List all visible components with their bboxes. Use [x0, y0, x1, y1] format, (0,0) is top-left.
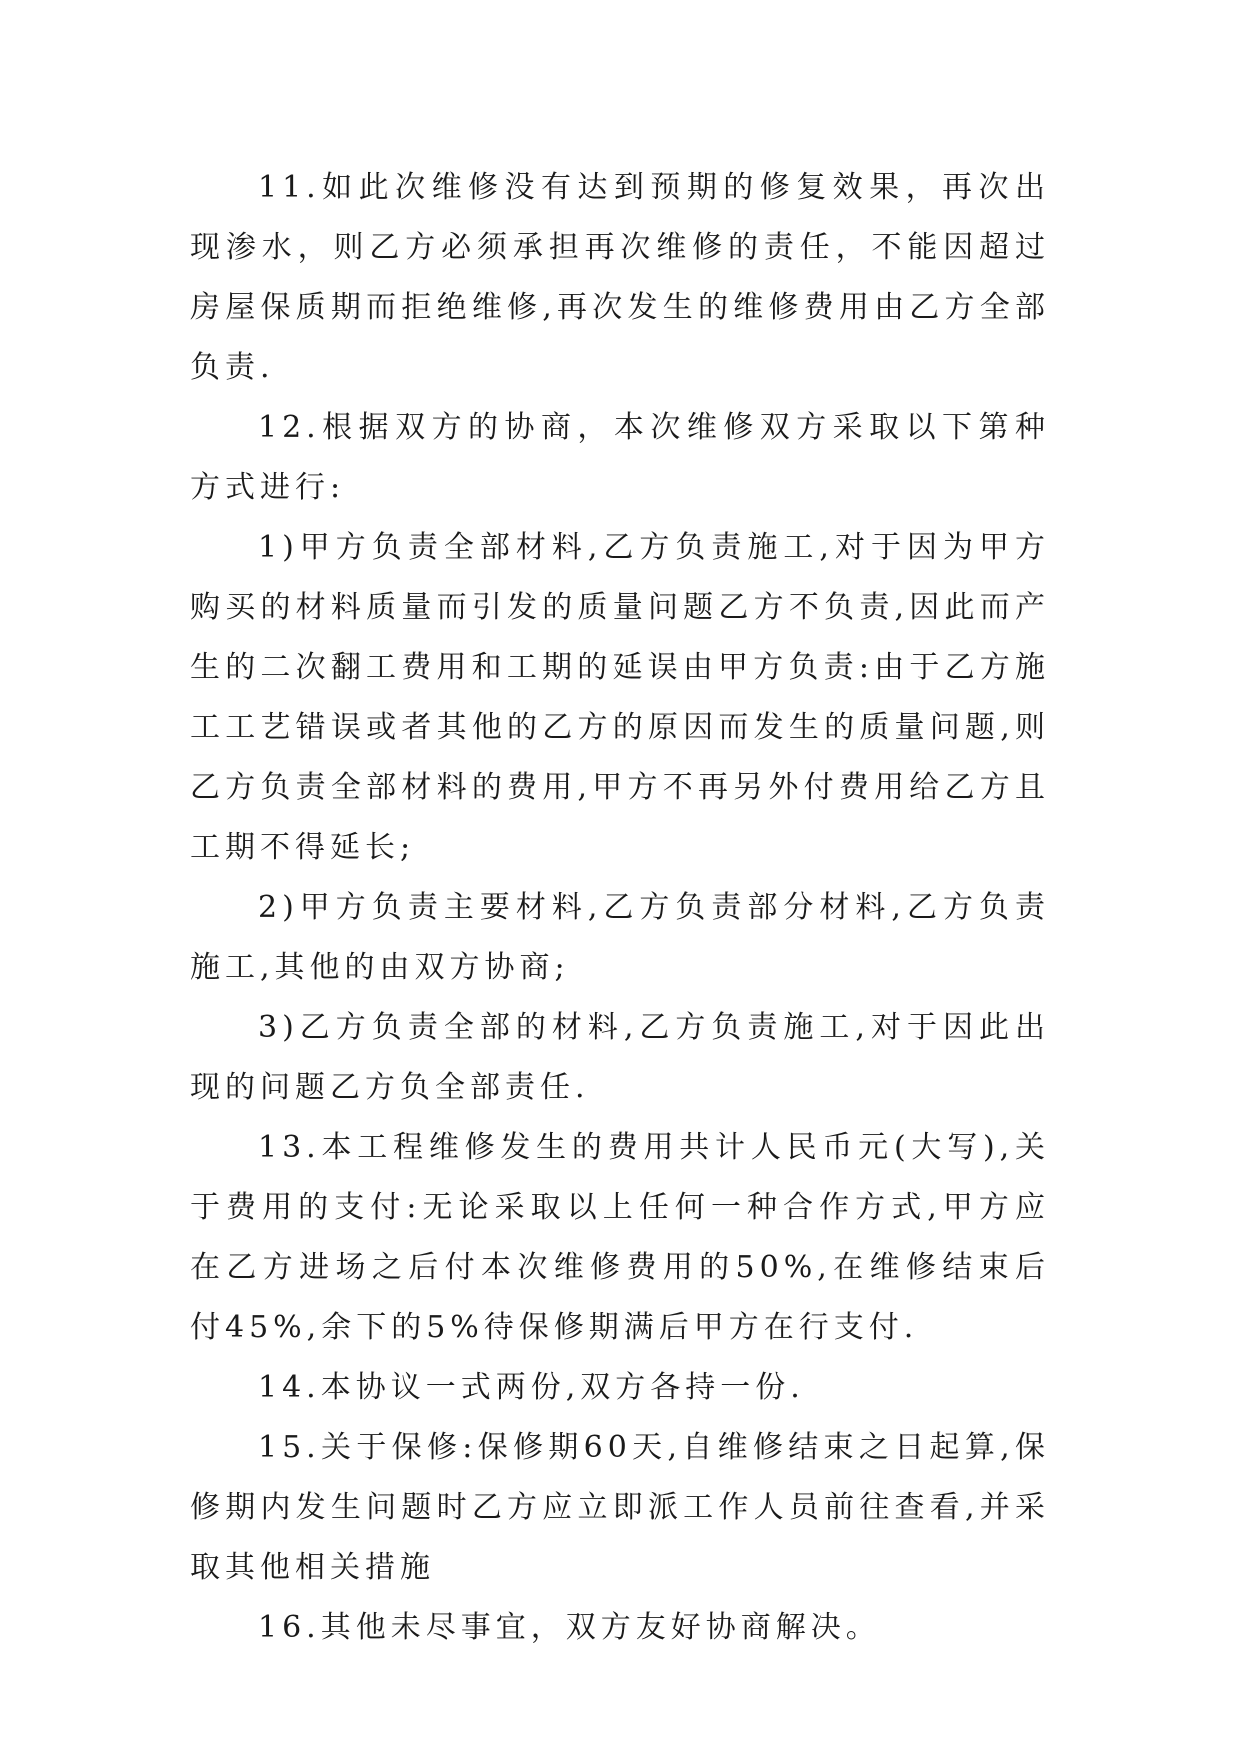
- clause-14-paragraph: 14.本协议一式两份,双方各持一份.: [258, 1370, 805, 1405]
- clause-15-paragraph: 15.关于保修:保修期60天,自维修结束之日起算,保修期内发生问题时乙方应立即派工作人员前往查看,并采取其他相关措施: [190, 1430, 1050, 1585]
- clause-12-paragraph: 12.根据双方的协商，本次维修双方采取以下第种方式进行:: [190, 410, 1050, 505]
- document-body: [190, 158, 1050, 1658]
- clause-12-option-1-paragraph: 1)甲方负责全部材料,乙方负责施工,对于因为甲方购买的材料质量而引发的质量问题乙方不负责,因此而产生的二次翻工费用和工期的延误由甲方负责:由于乙方施工工艺错误或者其他的乙方的原因而发生的质量问题,则乙方负责全部材料的费用,甲方不再另外付费用给乙方且工期不得延长;: [190, 530, 1050, 865]
- clause-11-paragraph: 11.如此次维修没有达到预期的修复效果，再次出现渗水，则乙方必须承担再次维修的责任，不能因超过房屋保质期而拒绝维修,再次发生的维修费用由乙方全部负责.: [190, 170, 1050, 385]
- clause-12-option-3-paragraph: 3)乙方负责全部的材料,乙方负责施工,对于因此出现的问题乙方负全部责任.: [190, 1010, 1050, 1105]
- clause-13-paragraph: 13.本工程维修发生的费用共计人民币元(大写),关于费用的支付:无论采取以上任何一种合作方式,甲方应在乙方进场之后付本次维修费用的50%,在维修结束后付45%,余下的5%待保修期满后甲方在行支付.: [190, 1130, 1050, 1345]
- clause-16-paragraph: 16.其他未尽事宜，双方友好协商解决。: [258, 1610, 881, 1645]
- clause-12-option-2-paragraph: 2)甲方负责主要材料,乙方负责部分材料,乙方负责施工,其他的由双方协商;: [190, 890, 1050, 985]
